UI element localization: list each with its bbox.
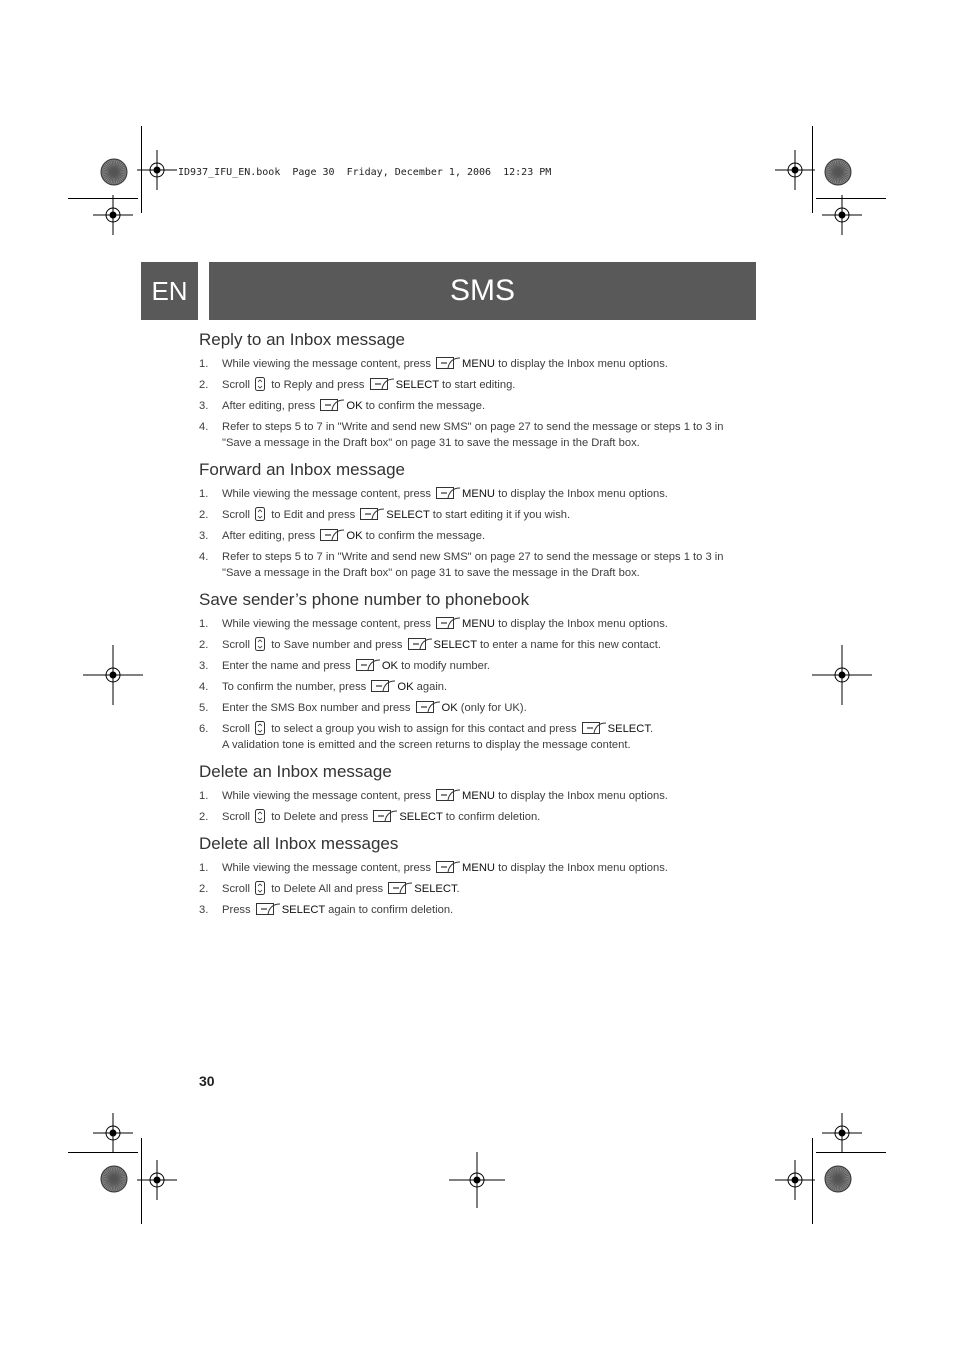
section-heading: Forward an Inbox message: [199, 460, 405, 479]
step-text: After editing, press: [222, 400, 319, 412]
crosshair-mark-icon: [83, 645, 143, 705]
crosshair-mark-icon: [137, 150, 177, 190]
step-item: [199, 902, 756, 918]
key-label: OK: [346, 530, 363, 542]
section-heading: Delete an Inbox message: [199, 762, 392, 781]
step-item: [199, 616, 756, 632]
left-softkey-icon: [434, 862, 462, 874]
key-label: OK: [381, 660, 399, 672]
scroll-key-icon: [253, 379, 268, 391]
section-heading: Save sender’s phone number to phonebook: [199, 590, 530, 609]
step-item: [199, 486, 756, 502]
step-item: [199, 679, 756, 695]
step-number: 3.: [199, 904, 209, 916]
step-text: Scroll: [222, 883, 254, 895]
instruction-section: [199, 761, 756, 825]
step-text: to confirm the message.: [362, 400, 486, 412]
step-item: [199, 637, 756, 653]
step-number: 3.: [199, 400, 209, 412]
left-softkey-icon: [580, 723, 608, 735]
key-label: SELECT: [414, 883, 457, 895]
left-softkey-icon: [434, 358, 462, 370]
step-item: [199, 788, 756, 804]
left-softkey-icon: [354, 660, 382, 672]
key-label: MENU: [462, 618, 495, 630]
step-note: A validation tone is emitted and the screen returns to display the message content.: [222, 739, 631, 751]
crosshair-mark-icon: [93, 195, 133, 235]
step-text: Scroll: [222, 723, 254, 735]
step-number: 2.: [199, 379, 209, 391]
step-text: to Reply and press: [268, 379, 368, 391]
crosshair-mark-icon: [775, 1160, 815, 1200]
left-softkey-icon: [386, 883, 414, 895]
crosshair-mark-icon: [775, 150, 815, 190]
step-number: 4.: [199, 681, 209, 693]
step-text: to enter a name for this new contact.: [476, 639, 661, 651]
step-text: to Delete All and press: [268, 883, 387, 895]
key-label: SELECT: [433, 639, 477, 651]
step-number: 3.: [199, 530, 209, 542]
step-text: While viewing the message content, press: [222, 358, 435, 370]
left-softkey-icon: [318, 400, 346, 412]
step-item: [199, 881, 756, 897]
step-text: Scroll: [222, 811, 254, 823]
step-number: 1.: [199, 862, 209, 874]
language-tab: EN: [141, 262, 198, 320]
step-number: 1.: [199, 488, 209, 500]
step-text: Refer to steps 5 to 7 in "Write and send new SMS" on page 27 to send the message or steps 1 to 3 in "Save a message in the Draft box" on page 31 to save the message in the Draft box.: [222, 551, 724, 579]
section-heading: Reply to an Inbox message: [199, 330, 406, 349]
step-text: While viewing the message content, press: [222, 618, 435, 630]
step-text: to display the Inbox menu options.: [495, 488, 668, 500]
step-number: 1.: [199, 618, 209, 630]
instruction-section: [199, 329, 756, 451]
key-label: SELECT: [281, 904, 326, 916]
crosshair-mark-icon: [812, 645, 872, 705]
crosshair-mark-icon: [449, 1152, 505, 1208]
instruction-section: [199, 589, 756, 753]
crop-mark-line: [812, 1138, 813, 1224]
step-text: to Edit and press: [268, 509, 359, 521]
step-text: to start editing it if you wish.: [429, 509, 571, 521]
manual-content: [199, 329, 756, 926]
page-number: 30: [199, 1073, 215, 1089]
step-item: [199, 507, 756, 523]
step-text: to display the Inbox menu options.: [495, 862, 668, 874]
star-target-icon: [100, 158, 128, 186]
step-text: to select a group you wish to assign for this contact and press: [268, 723, 580, 735]
step-list: [199, 616, 756, 753]
step-text: After editing, press: [222, 530, 319, 542]
step-text: to Delete and press: [268, 811, 372, 823]
crosshair-mark-icon: [822, 1113, 862, 1153]
crop-mark-line: [68, 198, 138, 199]
left-softkey-icon: [414, 702, 442, 714]
crop-mark-line: [141, 1138, 142, 1224]
step-text: Scroll: [222, 509, 254, 521]
key-label: OK: [346, 400, 363, 412]
step-item: [199, 721, 756, 753]
key-label: SELECT: [399, 811, 443, 823]
key-label: SELECT: [395, 379, 439, 391]
step-text: Refer to steps 5 to 7 in "Write and send new SMS" on page 27 to send the message or steps 1 to 3 in "Save a message in the Draft box" on page 31 to save the message in the Draft box.: [222, 421, 724, 449]
print-header: ID937_IFU_EN.book Page 30 Friday, December 1, 2006 12:23 PM: [178, 167, 552, 178]
key-label: SELECT: [386, 509, 430, 521]
left-softkey-icon: [434, 488, 462, 500]
step-number: 2.: [199, 883, 209, 895]
step-item: [199, 377, 756, 393]
step-item: [199, 356, 756, 372]
step-number: 5.: [199, 702, 209, 714]
key-label: OK: [441, 702, 458, 714]
crop-mark-line: [816, 1152, 886, 1153]
step-number: 4.: [199, 551, 209, 563]
instruction-section: [199, 459, 756, 581]
step-number: 2.: [199, 811, 209, 823]
left-softkey-icon: [434, 790, 462, 802]
step-number: 6.: [199, 723, 209, 735]
step-item: [199, 658, 756, 674]
key-label: OK: [397, 681, 414, 693]
key-label: SELECT: [607, 723, 650, 735]
crop-mark-line: [816, 198, 886, 199]
step-text: Enter the SMS Box number and press: [222, 702, 414, 714]
step-number: 1.: [199, 790, 209, 802]
scroll-key-icon: [253, 811, 268, 823]
step-number: 2.: [199, 639, 209, 651]
scroll-key-icon: [253, 639, 268, 651]
step-list: [199, 486, 756, 581]
left-softkey-icon: [368, 379, 396, 391]
step-text: to Save number and press: [268, 639, 406, 651]
step-list: [199, 788, 756, 825]
left-softkey-icon: [406, 639, 434, 651]
step-text: to start editing.: [438, 379, 516, 391]
step-text: .: [456, 883, 460, 895]
key-label: MENU: [462, 790, 495, 802]
left-softkey-icon: [358, 509, 386, 521]
step-text: to modify number.: [398, 660, 491, 672]
step-list: [199, 356, 756, 451]
step-text: to display the Inbox menu options.: [495, 790, 668, 802]
step-text: to display the Inbox menu options.: [495, 358, 668, 370]
left-softkey-icon: [434, 618, 462, 630]
instruction-section: [199, 833, 756, 918]
step-text: To confirm the number, press: [222, 681, 370, 693]
step-item: [199, 700, 756, 716]
step-text: While viewing the message content, press: [222, 862, 435, 874]
star-target-icon: [100, 1165, 128, 1193]
left-softkey-icon: [369, 681, 397, 693]
star-target-icon: [824, 1165, 852, 1193]
left-softkey-icon: [371, 811, 399, 823]
scroll-key-icon: [253, 509, 268, 521]
step-text: to confirm deletion.: [442, 811, 541, 823]
step-text: .: [649, 723, 654, 735]
step-text: Enter the name and press: [222, 660, 354, 672]
scroll-key-icon: [253, 723, 268, 735]
page-title: SMS: [209, 262, 756, 320]
step-item: [199, 860, 756, 876]
crosshair-mark-icon: [93, 1113, 133, 1153]
key-label: MENU: [462, 488, 495, 500]
star-target-icon: [824, 158, 852, 186]
step-list: [199, 860, 756, 918]
step-item: [199, 398, 756, 414]
step-text: Scroll: [222, 639, 254, 651]
step-text: (only for UK).: [457, 702, 527, 714]
step-number: 3.: [199, 660, 209, 672]
left-softkey-icon: [254, 904, 282, 916]
scroll-key-icon: [253, 883, 268, 895]
step-number: 2.: [199, 509, 209, 521]
crop-mark-line: [68, 1152, 138, 1153]
step-text: While viewing the message content, press: [222, 790, 435, 802]
step-item: [199, 809, 756, 825]
step-text: Scroll: [222, 379, 254, 391]
left-softkey-icon: [318, 530, 346, 542]
key-label: MENU: [462, 358, 495, 370]
crop-mark-line: [812, 126, 813, 213]
crop-mark-line: [141, 126, 142, 213]
step-item: [199, 528, 756, 544]
key-label: MENU: [462, 862, 495, 874]
step-number: 1.: [199, 358, 209, 370]
step-text: again to confirm deletion.: [325, 904, 454, 916]
step-item: [199, 549, 756, 581]
step-item: [199, 419, 756, 451]
step-text: to confirm the message.: [362, 530, 486, 542]
step-text: While viewing the message content, press: [222, 488, 435, 500]
step-text: to display the Inbox menu options.: [495, 618, 668, 630]
crosshair-mark-icon: [137, 1160, 177, 1200]
section-heading: Delete all Inbox messages: [199, 834, 399, 853]
step-text: Press: [222, 904, 254, 916]
step-number: 4.: [199, 421, 209, 433]
step-text: again.: [413, 681, 448, 693]
crosshair-mark-icon: [822, 195, 862, 235]
